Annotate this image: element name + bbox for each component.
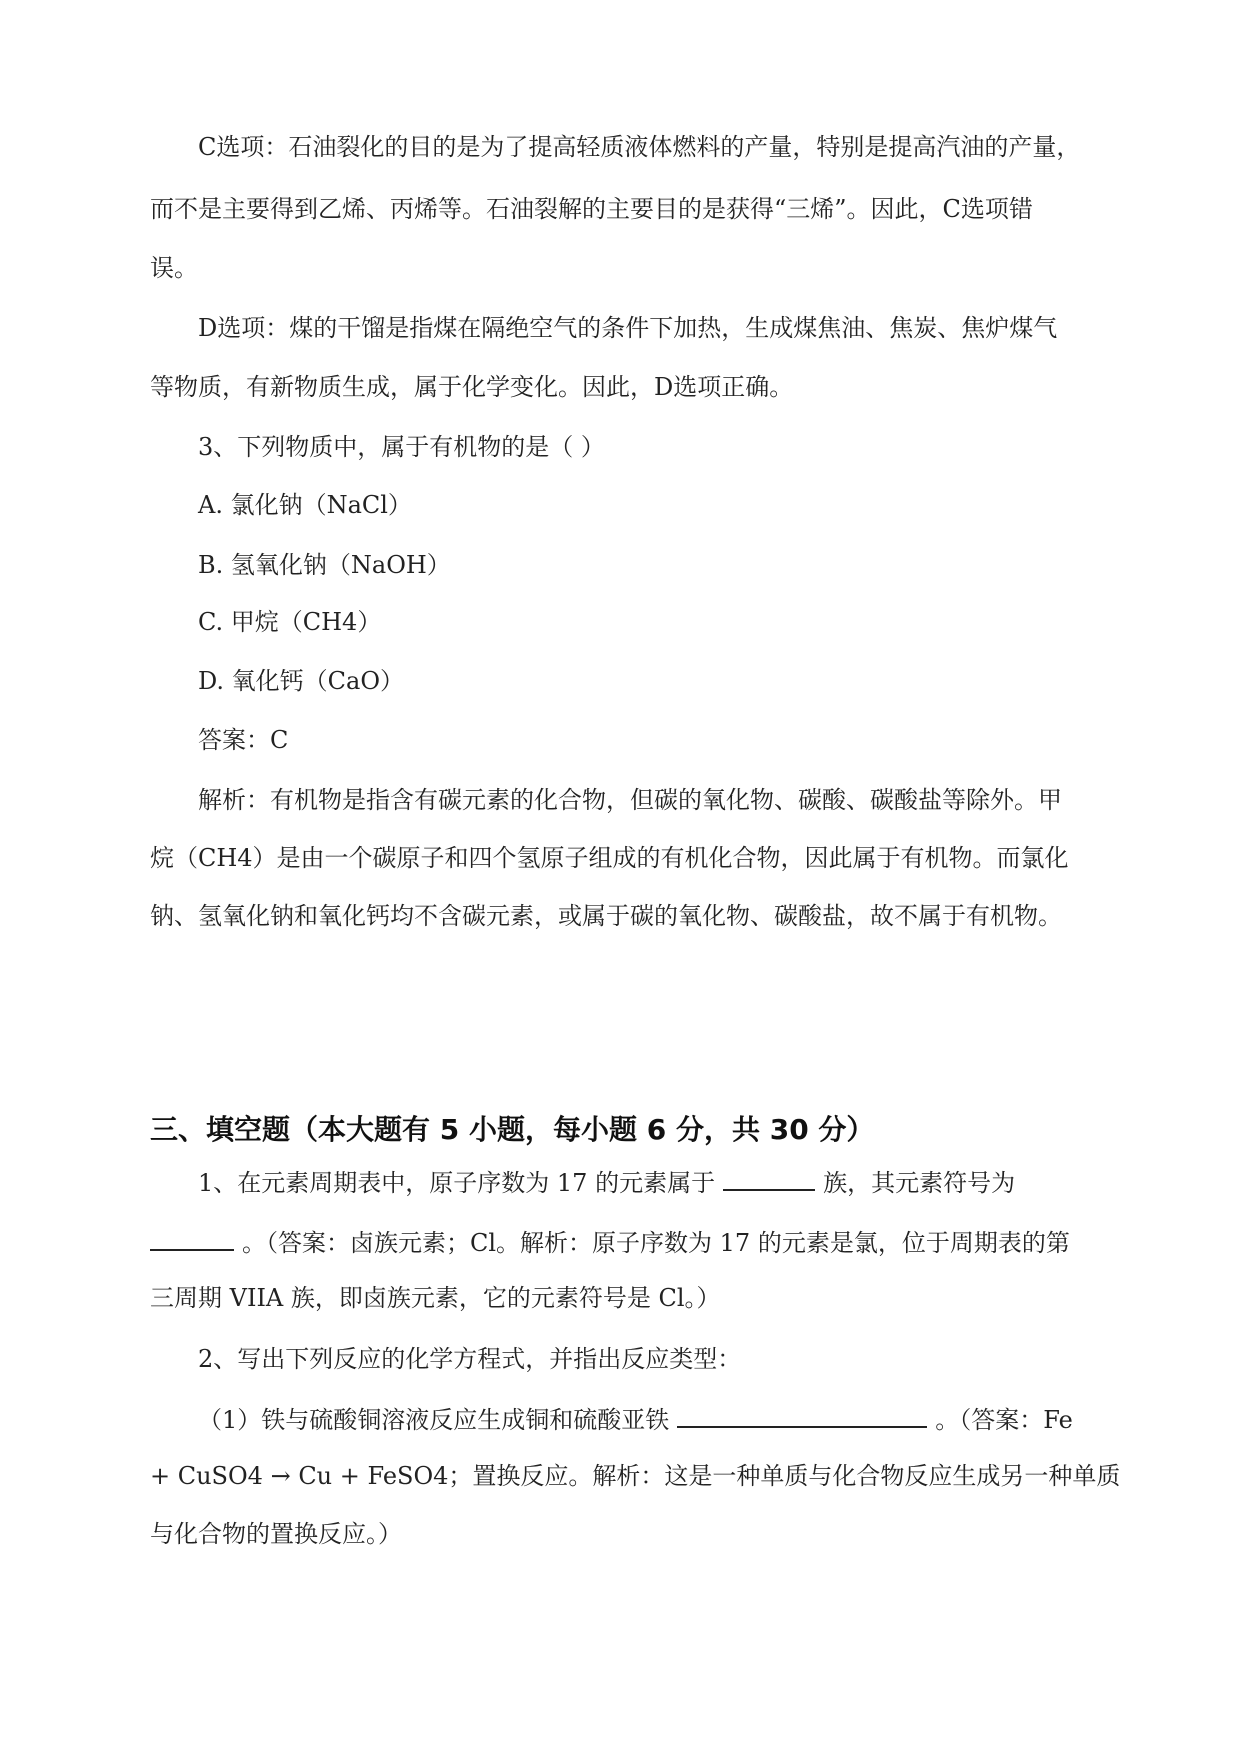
option-c-analysis-line-1: C选项：石油裂化的目的是为了提高轻质液体燃料的产量，特别是提高汽油的产量， — [198, 133, 1081, 161]
answer-blank — [723, 1165, 815, 1191]
question-3-stem: 3、下列物质中，属于有机物的是（ ） — [198, 433, 605, 461]
fill-2-sub-1-text-b: 。（答案：Fe — [935, 1406, 1073, 1434]
fill-1-line-3: 三周期 VIIA 族，即卤族元素，它的元素符号是 Cl。） — [150, 1284, 721, 1312]
fill-2-sub-1-line-1 — [198, 1402, 1073, 1435]
fill-1-text-b: 族，其元素符号为 — [823, 1169, 1016, 1197]
fill-2-sub-1-line-2: + CuSO4 → Cu + FeSO4；置换反应。解析：这是一种单质与化合物反应生成另一种单质 — [150, 1462, 1121, 1490]
question-3-option-b: B. 氢氧化钠（NaOH） — [198, 551, 451, 579]
question-3-option-c: C. 甲烷（CH4） — [198, 608, 382, 636]
option-c-analysis-line-3: 误。 — [150, 254, 198, 282]
fill-2-sub-1-text-a: （1）铁与硫酸铜溶液反应生成铜和硫酸亚铁 — [198, 1406, 670, 1434]
option-c-analysis-line-2: 而不是主要得到乙烯、丙烯等。石油裂解的主要目的是获得“三烯”。因此，C选项错 — [150, 195, 1033, 223]
fill-2-sub-1-line-3: 与化合物的置换反应。） — [150, 1520, 402, 1548]
question-3-analysis-line-2: 烷（CH4）是由一个碳原子和四个氢原子组成的有机化合物，因此属于有机物。而氯化 — [150, 844, 1069, 872]
answer-blank — [677, 1402, 927, 1428]
fill-2-stem: 2、写出下列反应的化学方程式，并指出反应类型： — [198, 1345, 742, 1373]
fill-1-text-a: 1、在元素周期表中，原子序数为 17 的元素属于 — [198, 1169, 716, 1197]
fill-1-text-c: 。（答案：卤族元素；Cl。解析：原子序数为 17 的元素是氯，位于周期表的第 — [242, 1229, 1070, 1257]
option-d-analysis-line-2: 等物质，有新物质生成，属于化学变化。因此，D选项正确。 — [150, 373, 794, 401]
question-3-analysis-line-1: 解析：有机物是指含有碳元素的化合物，但碳的氧化物、碳酸、碳酸盐等除外。甲 — [198, 786, 1062, 814]
question-3-analysis-line-3: 钠、氢氧化钠和氧化钙均不含碳元素，或属于碳的氧化物、碳酸盐，故不属于有机物。 — [150, 902, 1062, 930]
answer-blank — [150, 1225, 234, 1251]
question-3-option-d: D. 氧化钙（CaO） — [198, 667, 404, 695]
question-3-answer: 答案：C — [198, 726, 289, 754]
section-3-heading: 三、填空题（本大题有 5 小题，每小题 6 分，共 30 分） — [150, 1113, 875, 1146]
option-d-analysis-line-1: D选项：煤的干馏是指煤在隔绝空气的条件下加热，生成煤焦油、焦炭、焦炉煤气 — [198, 314, 1058, 342]
question-3-option-a: A. 氯化钠（NaCl） — [198, 491, 412, 519]
fill-1-line-1 — [198, 1165, 1015, 1198]
fill-1-line-2 — [150, 1225, 1070, 1258]
